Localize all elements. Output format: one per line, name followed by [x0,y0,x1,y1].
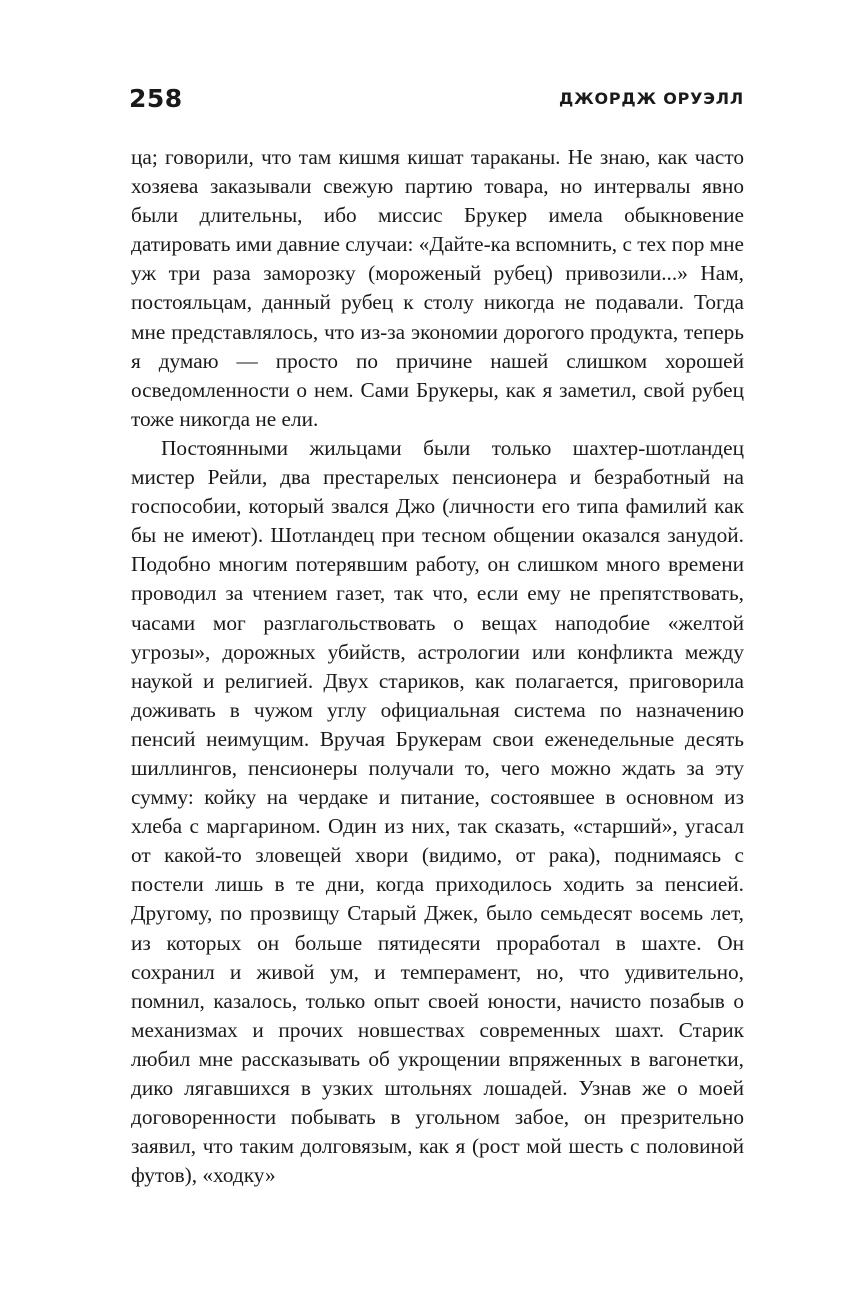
paragraph-continued: ца; говорили, что там кишмя кишат тараканы. Не знаю, как часто хозяева заказывали свежую партию товара, но интервалы явно были длительны, ибо миссис Брукер имела обыкновение датировать ими давние случаи: «Дайте-ка вспомнить, с тех пор мне уж три раза заморозку (мороженый рубец) привозили...» Нам, постояльцам, данный рубец к столу никогда не подавали. Тогда мне представлялось, что из-за экономии дорогого продукта, теперь я думаю — просто по причине нашей слишком хорошей осведомленности о нем. Сами Брукеры, как я заметил, свой рубец тоже никогда не ели. [131,145,745,431]
page-number: 258 [129,84,183,113]
running-head-author: ДЖОРДЖ ОРУЭЛЛ [559,89,744,108]
paragraph-residents: Постоянными жильцами были только шахтер-шотландец мистер Рейли, два престарелых пенсионера и безработный на госпособии, который звался Джо (личности его типа фамилий как бы не имеют). Шотландец при тесном общении оказался занудой. Подобно многим потерявшим работу, он слишком много времени проводил за чтением газет, так что, если ему не препятствовать, часами мог разглагольствовать о вещах наподобие «желтой угрозы», дорожных убийств, астрологии или конфликта между наукой и религией. Двух стариков, как полагается, приговорила доживать в чужом углу официальная система по назначению пенсий неимущим. Вручая Брукерам свои еженедельные десять шиллингов, пенсионеры получали то, чего можно ждать за эту сумму: койку на чердаке и питание, состоявшее в основном из хлеба с маргарином. Один из них, так сказать, «старший», угасал от какой-то зловещей хвори (видимо, от рака), поднимаясь с постели лишь в те дни, когда приходилось ходить за пенсией. Другому, по прозвищу Старый Джек, было семьдесят восемь лет, из которых он больше пятидесяти проработал в шахте. Он сохранил и живой ум, и темперамент, но, что удивительно, помнил, казалось, только опыт своей юности, начисто позабыв о механизмах и прочих новшествах современных шахт. Старик любил мне рассказывать об укрощении впряженных в вагонетки, дико лягавшихся в узких штольнях лошадей. Узнав же о моей договоренности побывать в угольном забое, он презрительно заявил, что таким долговязым, как я (рост мой шесть с половиной футов), «ходку» [131,435,744,1188]
body-text [131,143,744,1190]
